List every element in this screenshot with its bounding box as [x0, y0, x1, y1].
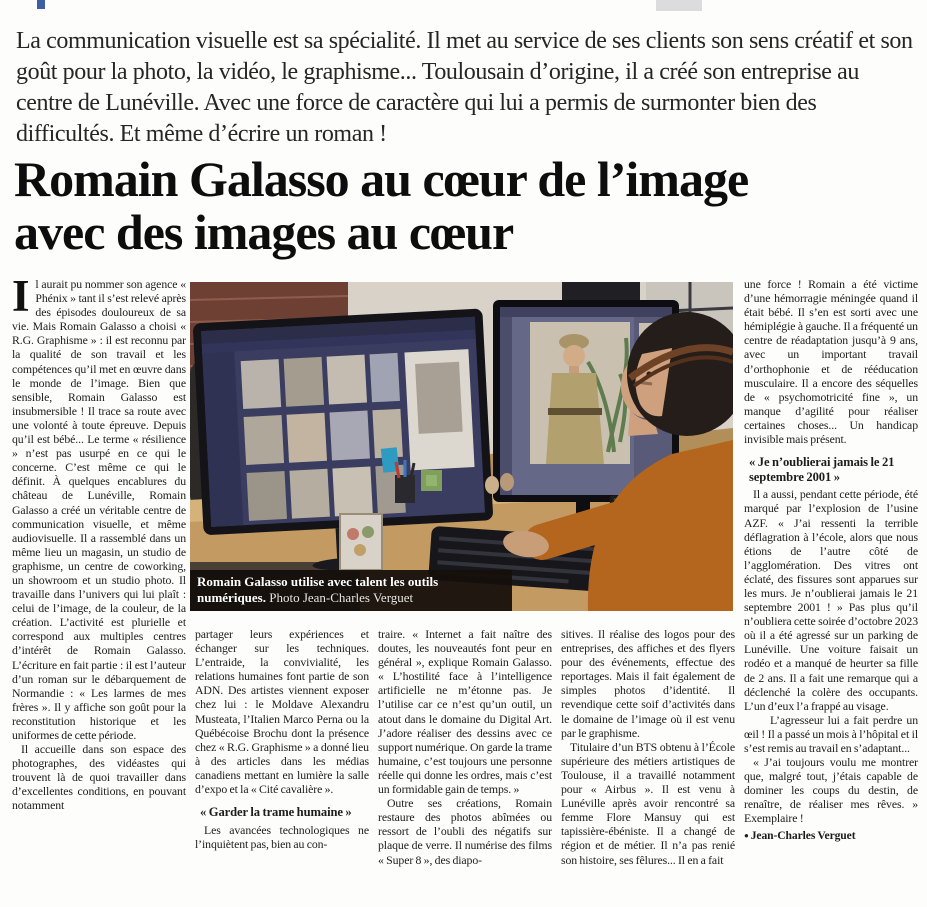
header-fragment-blue — [37, 0, 45, 9]
bullet-icon: ● — [744, 830, 749, 840]
paragraph: Les avancées technologiques ne l’inquiètent pas, bien au con- — [195, 822, 369, 851]
photo-caption-text: Romain Galasso utilise avec talent les outils numériques. — [197, 574, 439, 605]
paragraph: L’agresseur lui a fait perdre un œil ! Il a passé un mois à l’hôpital et il s’est remis au travail en s’adaptant... — [744, 712, 918, 755]
headline-line-1: Romain Galasso au cœur de l’image — [14, 151, 749, 207]
paragraph-text: l aurait pu nommer son agence « Phénix » tant il s’est relevé après des épisodes douloureux de sa vie. Mais Romain Galasso a choisi « R.G. Graphisme » : il est reconnu par la qualité de son travail et les compétences qu’il met en œuvre dans le monde de l’image. Bien que sensible, Romain Galasso est insubmersible ! Il trace sa route avec une volonté à toute épreuve. Depuis qu’il est bébé... Le terme « résilience » n’est pas usurpé en ce qui le concerne. C’est même ce qui le définit. À quelques encablures du château de Lunéville, Romain Galasso a créé un véritable centre de communication visuelle, et même audiovisuelle. Il a rassemblé dans un même lieu un magasin, un studio de graphisme, un centre de coworking, un showroom et un studio photo. Il travaille dans l’univers qui lui plaît : celui de l’image, de la couleur, de la création. L’activité est plurielle et correspond aux multiples centres d’intérêt de Romain Galasso. L’écriture en fait partie : il est l’auteur d’un roman sur le débarquement de Normandie : « Les larmes de mes frères ». Il y affiche son goût pour la reconstitution historique et les uniformes de cette période. — [12, 277, 186, 742]
paragraph: Il a aussi, pendant cette période, été marqué par l’explosion de l’usine AZF. « J’ai ressenti la terrible déflagration à l’école, alors que nous étions de l’autre côté de l’agglomération. Des vitres ont éclaté, des fissures sont apparues sur les murs. Je n’oublierai jamais le 21 septembre 2001 ! » Pas plus qu’il n’oubliera cette soirée d’octobre 2023 où il a été agressé sur un parking de Lunéville. Une voiture faisait un rodéo et a manqué de heurter sa fille de 2 ans. Il a fait une remarque qui a déclenché la colère des occupants. L’un d’eux l’a frappé au visage. — [744, 487, 918, 713]
photo-illustration — [190, 282, 733, 611]
article-photo — [190, 282, 733, 611]
paragraph: « J’ai toujours voulu me montrer que, malgré tout, j’étais capable de dominer les coups du destin, de renaître, de réaliser mes rêves. » Exemplaire ! — [744, 755, 918, 826]
dropcap: I — [12, 277, 30, 321]
byline — [744, 829, 918, 843]
paragraph — [12, 277, 186, 742]
article-lead: La communication visuelle est sa spécialité. Il met au service de ses clients son sens créatif et son goût pour la photo, la vidéo, le graphisme... Toulousain d’origine, il a créé son entreprise au centre de Lunéville. Avec une force de caractère qui lui a permis de surmonter bien des difficultés. Et même d’écrire un roman ! — [16, 28, 913, 147]
byline-name: Jean-Charles Verguet — [750, 828, 856, 842]
subhead: « Garder la trame humaine » — [200, 805, 352, 820]
article-body — [12, 277, 919, 907]
paragraph: sitives. Il réalise des logos pour des entreprises, des affiches et des flyers pour des événements, effectue des reportages. Mais il fait également de simples photos d’identité. Il revendique cette soif d’activités dans le domaine de l’image où il est venu par le graphisme. — [561, 627, 735, 740]
paragraph: Il accueille dans son espace des photographes, des vidéastes qui trouvent là de quoi travailler dans d’excellentes conditions, en pouvant notamment — [12, 742, 186, 813]
paragraph: une force ! Romain a été victime d’une hémorragie méningée quand il était bébé. Il s’en est sorti avec une hémiplégie à gauche. Il a fréquenté un centre de réadaptation jusqu’à 9 ans, avec un important travail d’orthophonie et de rééducation musculaire. Il a encore des séquelles de « psychomotricité fine », un manque d’agilité pour réaliser certaines choses... Un handicap invisible mais présent. — [744, 277, 918, 447]
column-5 — [744, 277, 918, 907]
paragraph: partager leurs expériences et échanger sur les techniques. L’entraide, la convivialité, les relations humaines font partie de son ADN. Des artistes viennent exposer chez lui : le Moldave Alexandru Musteata, l’Italien Marco Perna ou la Québécoise Brochu dont la présence chez « R.G. Graphisme » a donné lieu à des articles dans les médias canadiens mettant en lumière la salle d’expo et la « Cité cavalière ». — [195, 627, 369, 797]
photo-caption — [190, 570, 512, 611]
subhead: « Je n’oublierai jamais le 21 septembre 2001 » — [749, 455, 895, 484]
photo-credit: Photo Jean-Charles Verguet — [265, 589, 414, 605]
headline-line-2: avec des images au cœur — [14, 204, 514, 260]
paragraph: Titulaire d’un BTS obtenu à l’École supérieure des métiers artistiques de Toulouse, il a travaillé notamment pour « Airbus ». Il est venu à Lunéville après avoir rencontré sa femme Flore Mansuy qui est tapissière-ébéniste. Il a changé de région et de métier. Il n’a pas renié son histoire, ses fêlures... Il en a fait — [561, 739, 735, 867]
column-1 — [12, 277, 186, 907]
article-headline — [14, 153, 919, 259]
paragraph: Outre ses créations, Romain restaure des photos abîmées ou ressort de l’oubli des négatifs sur plaque de verre. Il numérise des films « Super 8 », des diapo- — [378, 796, 552, 867]
paragraph: traire. « Internet a fait naître des doutes, les nouveautés font peur en général », explique Romain Galasso. « L’hostilité face à l’intelligence artificielle ne m’étonne pas. Je l’utilise car ce n’est qu’un outil, un atout dans le domaine du Digital Art. J’adore réaliser des dessins avec ce support numérique. On garde la trame humaine, c’est toujours une personne réelle qui donne les ordres, mais c’est un formidable gain de temps. » — [378, 627, 552, 797]
header-fragment-gray — [656, 0, 702, 11]
